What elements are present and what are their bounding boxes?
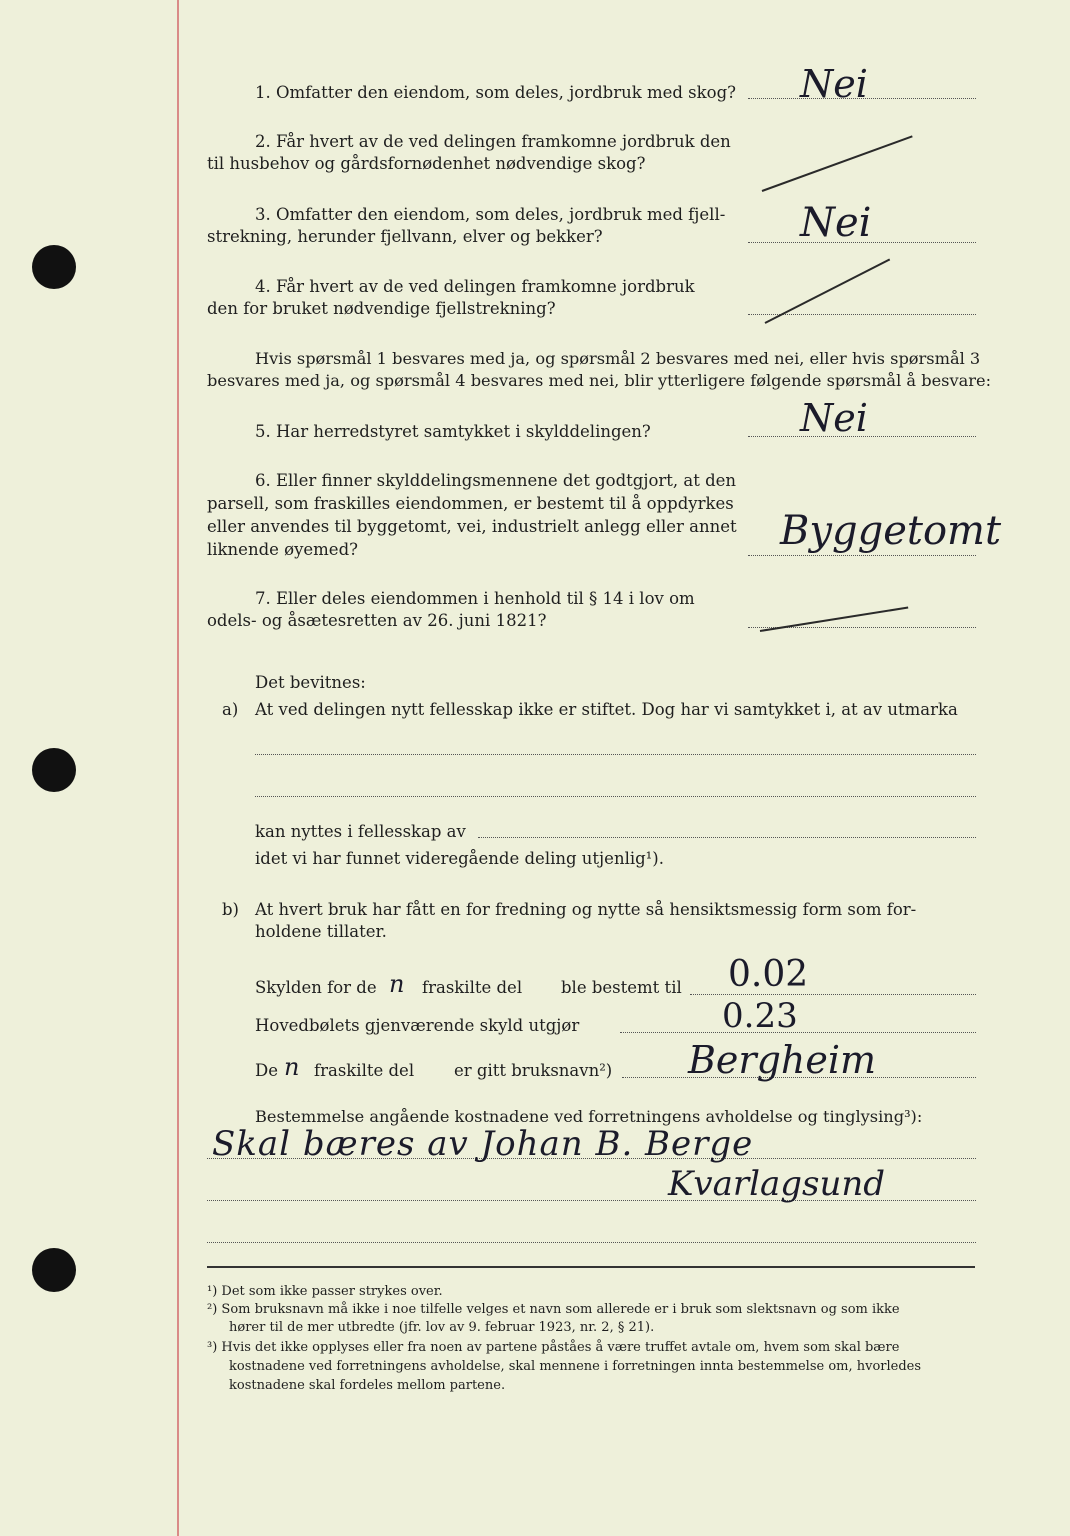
punch-hole-icon [32,748,76,792]
item-a-marker: a) [222,700,239,719]
question-4-line-1: 4. Får hvert av de ved delingen framkomne jordbruk [255,277,695,296]
question-6-line-3: eller anvendes til byggetomt, vei, industrielt anlegg eller annet [207,517,737,536]
skyld-label-3-handwritten: n [284,1053,300,1081]
question-6-line-2: parsell, som fraskilles eiendommen, er bestemt til å oppdyrkes [207,494,734,513]
answer-5-handwritten: Nei [800,396,868,440]
answer-3-handwritten: Nei [800,200,872,246]
answer-6-handwritten: Byggetomt [780,508,1002,554]
item-b-line-1: At hvert bruk har fått en for fredning og nytte så hensiktsmessig form som for- [255,900,917,919]
skyld-value-2-handwritten: 0.23 [722,996,798,1036]
item-b-line-2: holdene tillater. [255,922,387,941]
question-2-line-2: til husbehov og gårdsfornødenhet nødvendige skog? [207,154,646,173]
skyld-label-3b: fraskilte del [314,1061,415,1080]
fill-line [207,1242,976,1243]
skyld-label-1c: ble bestemt til [561,978,682,997]
footnote-2-line-2: hører til de mer utbredte (jfr. lov av 9. februar 1923, nr. 2, § 21). [229,1320,655,1335]
question-3-line-2: strekning, herunder fjellvann, elver og bekker? [207,227,603,246]
kostnader-handwritten-line-1: Skal bæres av Johan B. Berge [212,1124,754,1164]
condition-line-1: Hvis spørsmål 1 besvares med ja, og spørsmål 2 besvares med nei, eller hvis spørsmål 3 [255,349,981,368]
skyld-label-1b: fraskilte del [422,978,523,997]
question-7-line-2: odels- og åsætesretten av 26. juni 1821? [207,611,547,630]
answer-line [748,555,976,556]
idet-text: idet vi har funnet videregående deling utjenlig¹). [255,849,664,868]
kostnader-handwritten-line-2: Kvarlagsund [668,1164,886,1204]
fill-line [620,1032,976,1033]
question-6-line-1: 6. Eller finner skylddelingsmennene det godtgjort, at den [255,471,737,490]
punch-hole-icon [32,245,76,289]
question-6-line-4: liknende øyemed? [207,540,358,559]
skyld-label-1-handwritten: n [389,970,405,998]
skyld-label-3: De [255,1061,278,1080]
kostnader-label: Bestemmelse angående kostnadene ved forretningens avholdelse og tinglysing³): [255,1107,923,1126]
punch-hole-icon [32,1248,76,1292]
footnote-1: ¹) Det som ikke passer strykes over. [207,1284,443,1299]
kan-nyttes-text: kan nyttes i fellesskap av [255,822,466,841]
question-7-line-1: 7. Eller deles eiendommen i henhold til § 14 i lov om [255,589,695,608]
question-3-line-1: 3. Omfatter den eiendom, som deles, jordbruk med fjell- [255,205,726,224]
footnote-3-line-2: kostnadene ved forretningens avholdelse, skal mennene i forretningen innta bestemmelse om, hvorledes [229,1359,922,1374]
skyld-label-1: Skylden for de [255,978,377,997]
fill-line [255,796,976,797]
skyld-value-1-handwritten: 0.02 [728,954,809,995]
bevitnes-heading: Det bevitnes: [255,673,366,692]
item-b-marker: b) [222,900,239,919]
answer-2-dash-stroke [762,135,913,192]
item-a-text: At ved delingen nytt fellesskap ikke er stiftet. Dog har vi samtykket i, at av utmarka [255,700,958,719]
fill-line [255,754,976,755]
footnote-divider [207,1266,975,1268]
footnote-3-line-3: kostnadene skal fordeles mellom partene. [229,1378,506,1393]
condition-line-2: besvares med ja, og spørsmål 4 besvares med nei, blir ytterligere følgende spørsmål å besvare: [207,371,992,390]
question-4-line-2: den for bruket nødvendige fjellstrekning? [207,299,556,318]
fill-line [478,837,976,838]
skyld-label-2: Hovedbølets gjenværende skyld utgjør [255,1016,580,1035]
footnote-2-line-1: ²) Som bruksnavn må ikke i noe tilfelle velges et navn som allerede er i bruk som slektsnavn og som ikke [207,1302,900,1317]
question-2-line-1: 2. Får hvert av de ved delingen framkomne jordbruk den [255,132,731,151]
skyld-label-3c: er gitt bruksnavn²) [454,1061,613,1080]
answer-7-dash-stroke [760,607,908,632]
skyld-value-3-handwritten: Bergheim [688,1038,877,1082]
red-margin-line [177,0,179,1536]
answer-1-handwritten: Nei [800,62,868,106]
question-1: 1. Omfatter den eiendom, som deles, jordbruk med skog? [255,83,736,102]
question-5: 5. Har herredstyret samtykket i skylddelingen? [255,422,651,441]
footnote-3-line-1: ³) Hvis det ikke opplyses eller fra noen av partene påståes å være truffet avtale om, hvem som skal bære [207,1340,900,1355]
